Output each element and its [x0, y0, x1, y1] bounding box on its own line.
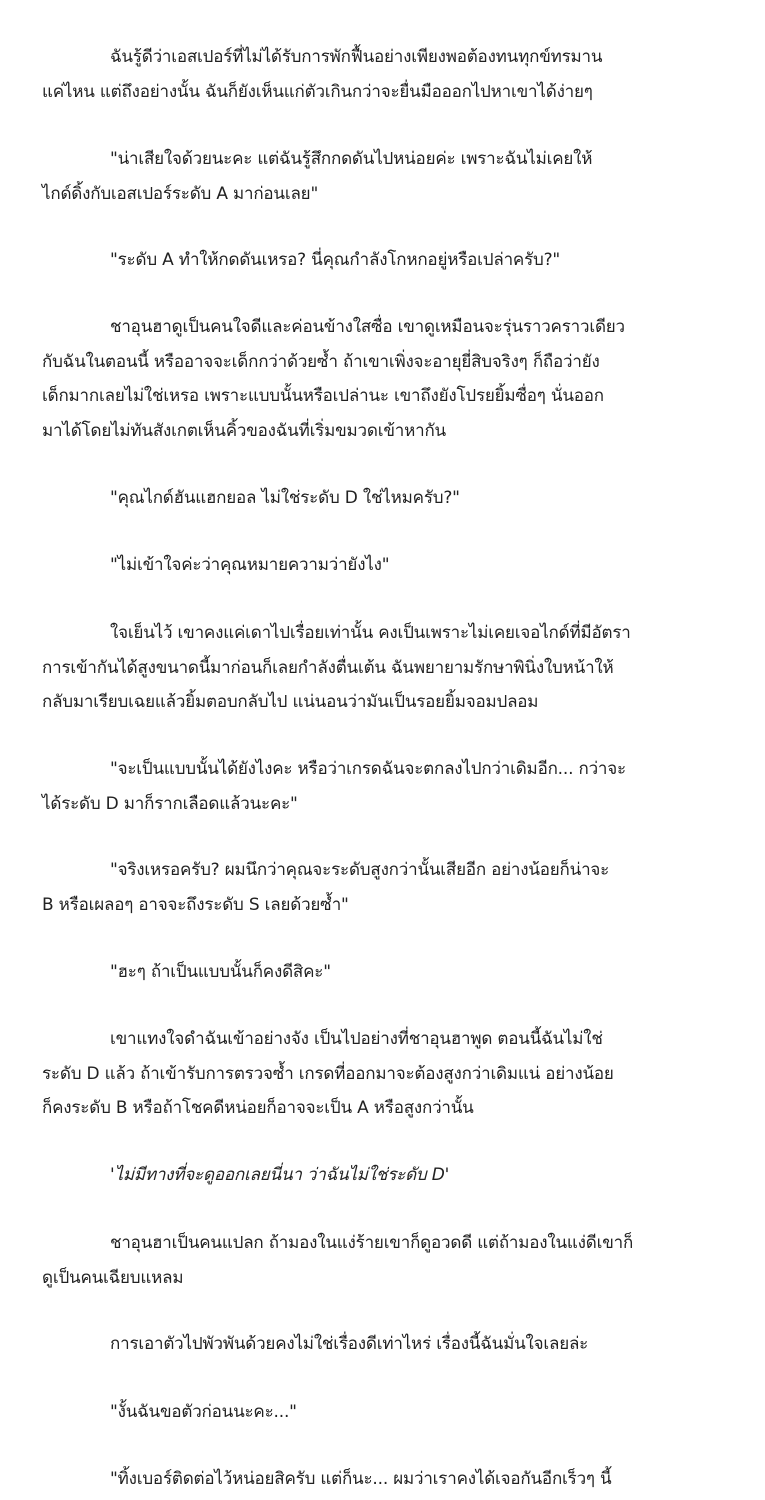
paragraph-line: "ฮะๆ ถ้าเป็นแบบนั้นก็คงดีสิคะ"	[110, 962, 331, 982]
paragraph-line: ได้ระดับ D มาก็รากเลือดแล้วนะคะ"	[42, 793, 298, 814]
paragraph-line: กับฉันในตอนนี้ หรืออาจจะเด็กกว่าด้วยซ้ำ ถ้าเขาเพิ่งจะอายุยี่สิบจริงๆ ก็ถือว่ายัง	[42, 351, 600, 372]
paragraph-line: 'ไม่มีทางที่จะดูออกเลยนี่นา ว่าฉันไม่ใช่ระดับ D'	[110, 1165, 450, 1185]
paragraph-line: ชาอุนฮาเป็นคนแปลก ถ้ามองในแง่ร้ายเขาก็ดูอวดดี แต่ถ้ามองในแง่ดีเขาก็	[110, 1233, 634, 1253]
paragraph-line: มาได้โดยไม่ทันสังเกตเห็นคิ้วของฉันที่เริ่มขมวดเข้าหากัน	[42, 420, 446, 441]
paragraph-line: การเอาตัวไปพัวพันด้วยคงไม่ใช่เรื่องดีเท่าไหร่ เรื่องนี้ฉันมั่นใจเลยล่ะ	[110, 1334, 589, 1354]
paragraph-line: ก็คงระดับ B หรือถ้าโชคดีหน่อยก็อาจจะเป็น A หรือสูงกว่านั้น	[42, 1098, 474, 1118]
paragraph-line: เขาแทงใจดำฉันเข้าอย่างจัง เป็นไปอย่างที่ชาอุนฮาพูด ตอนนี้ฉันไม่ใช่	[110, 1029, 603, 1049]
paragraph-14	[42, 1327, 732, 1362]
paragraph-line: "คุณไกด์ฮันแฮกยอล ไม่ใช่ระดับ D ใช่ไหมครับ?"	[110, 488, 460, 508]
paragraph-7	[42, 616, 732, 720]
paragraph-3	[42, 243, 732, 278]
paragraph-line: "ทิ้งเบอร์ติดต่อไว้หน่อยสิครับ แต่ก็นะ... ผมว่าเราคงได้เจอกันอีกเร็วๆ นี้	[110, 1469, 612, 1489]
paragraph-16	[42, 1462, 732, 1497]
paragraph-15	[42, 1395, 732, 1430]
paragraph-line: กลับมาเรียบเฉยแล้วยิ้มตอบกลับไป แน่นอนว่ามันเป็นรอยยิ้มจอมปลอม	[42, 692, 539, 712]
paragraph-line: แค่ไหน แต่ถึงอย่างนั้น ฉันก็ยังเห็นแก่ตัวเกินกว่าจะยื่นมือออกไปหาเขาได้ง่ายๆ	[42, 81, 593, 102]
paragraph-8	[42, 752, 732, 821]
paragraph-6	[42, 548, 732, 583]
paragraph-line: เด็กมากเลยไม่ใช่เหรอ เพราะแบบนั้นหรือเปล่านะ เขาถึงยังโปรยยิ้มซื่อๆ นั่นออก	[42, 386, 604, 406]
paragraph-10	[42, 955, 732, 990]
paragraph-2	[42, 142, 732, 211]
paragraph-line: "น่าเสียใจด้วยนะคะ แต่ฉันรู้สึกกดดันไปหน่อยค่ะ เพราะฉันไม่เคยให้	[110, 149, 593, 169]
paragraph-13	[42, 1226, 732, 1295]
paragraph-1	[42, 40, 732, 109]
paragraph-line: "จะเป็นแบบนั้นได้ยังไงคะ หรือว่าเกรดฉันจะตกลงไปกว่าเดิมอีก... กว่าจะ	[110, 759, 626, 779]
paragraph-line: ระดับ D แล้ว ถ้าเข้ารับการตรวจซ้ำ เกรดที่ออกมาจะต้องสูงกว่าเดิมแน่ อย่างน้อย	[42, 1063, 614, 1084]
paragraph-line: "งั้นฉันขอตัวก่อนนะคะ..."	[110, 1402, 297, 1422]
paragraph-line: "ระดับ A ทำให้กดดันเหรอ? นี่คุณกำลังโกหกอยู่หรือเปล่าครับ?"	[110, 250, 561, 270]
paragraph-line: B หรือเผลอๆ อาจจะถึงระดับ S เลยด้วยซ้ำ"	[42, 894, 349, 915]
paragraph-line: "ไม่เข้าใจค่ะว่าคุณหมายความว่ายังไง"	[110, 555, 390, 575]
paragraph-line: ฉันรู้ดีว่าเอสเปอร์ที่ไม่ได้รับการพักฟื้นอย่างเพียงพอต้องทนทุกข์ทรมาน	[110, 47, 603, 67]
paragraph-line: การเข้ากันได้สูงขนาดนี้มาก่อนก็เลยกำลังตื่นเต้น ฉันพยายามรักษาพินิ่งใบหน้าให้	[42, 657, 614, 678]
paragraph-line: ดูเป็นคนเฉียบแหลม	[42, 1267, 184, 1288]
paragraph-line: "จริงเหรอครับ? ผมนึกว่าคุณจะระดับสูงกว่านั้นเสียอีก อย่างน้อยก็น่าจะ	[110, 860, 610, 880]
paragraph-line: ใจเย็นไว้ เขาคงแค่เดาไปเรื่อยเท่านั้น คงเป็นเพราะไม่เคยเจอไกด์ที่มีอัตรา	[110, 623, 631, 643]
paragraph-4	[42, 310, 732, 448]
paragraph-line: ไกด์ดิ้งกับเอสเปอร์ระดับ A มาก่อนเลย"	[42, 183, 319, 204]
paragraph-11	[42, 1022, 732, 1126]
paragraph-line: ชาอุนฮาดูเป็นคนใจดีและค่อนข้างใสซื่อ เขาดูเหมือนจะรุ่นราวคราวเดียว	[110, 317, 625, 337]
paragraph-12-thought	[42, 1158, 732, 1193]
paragraph-5	[42, 481, 732, 516]
paragraph-9	[42, 853, 732, 922]
